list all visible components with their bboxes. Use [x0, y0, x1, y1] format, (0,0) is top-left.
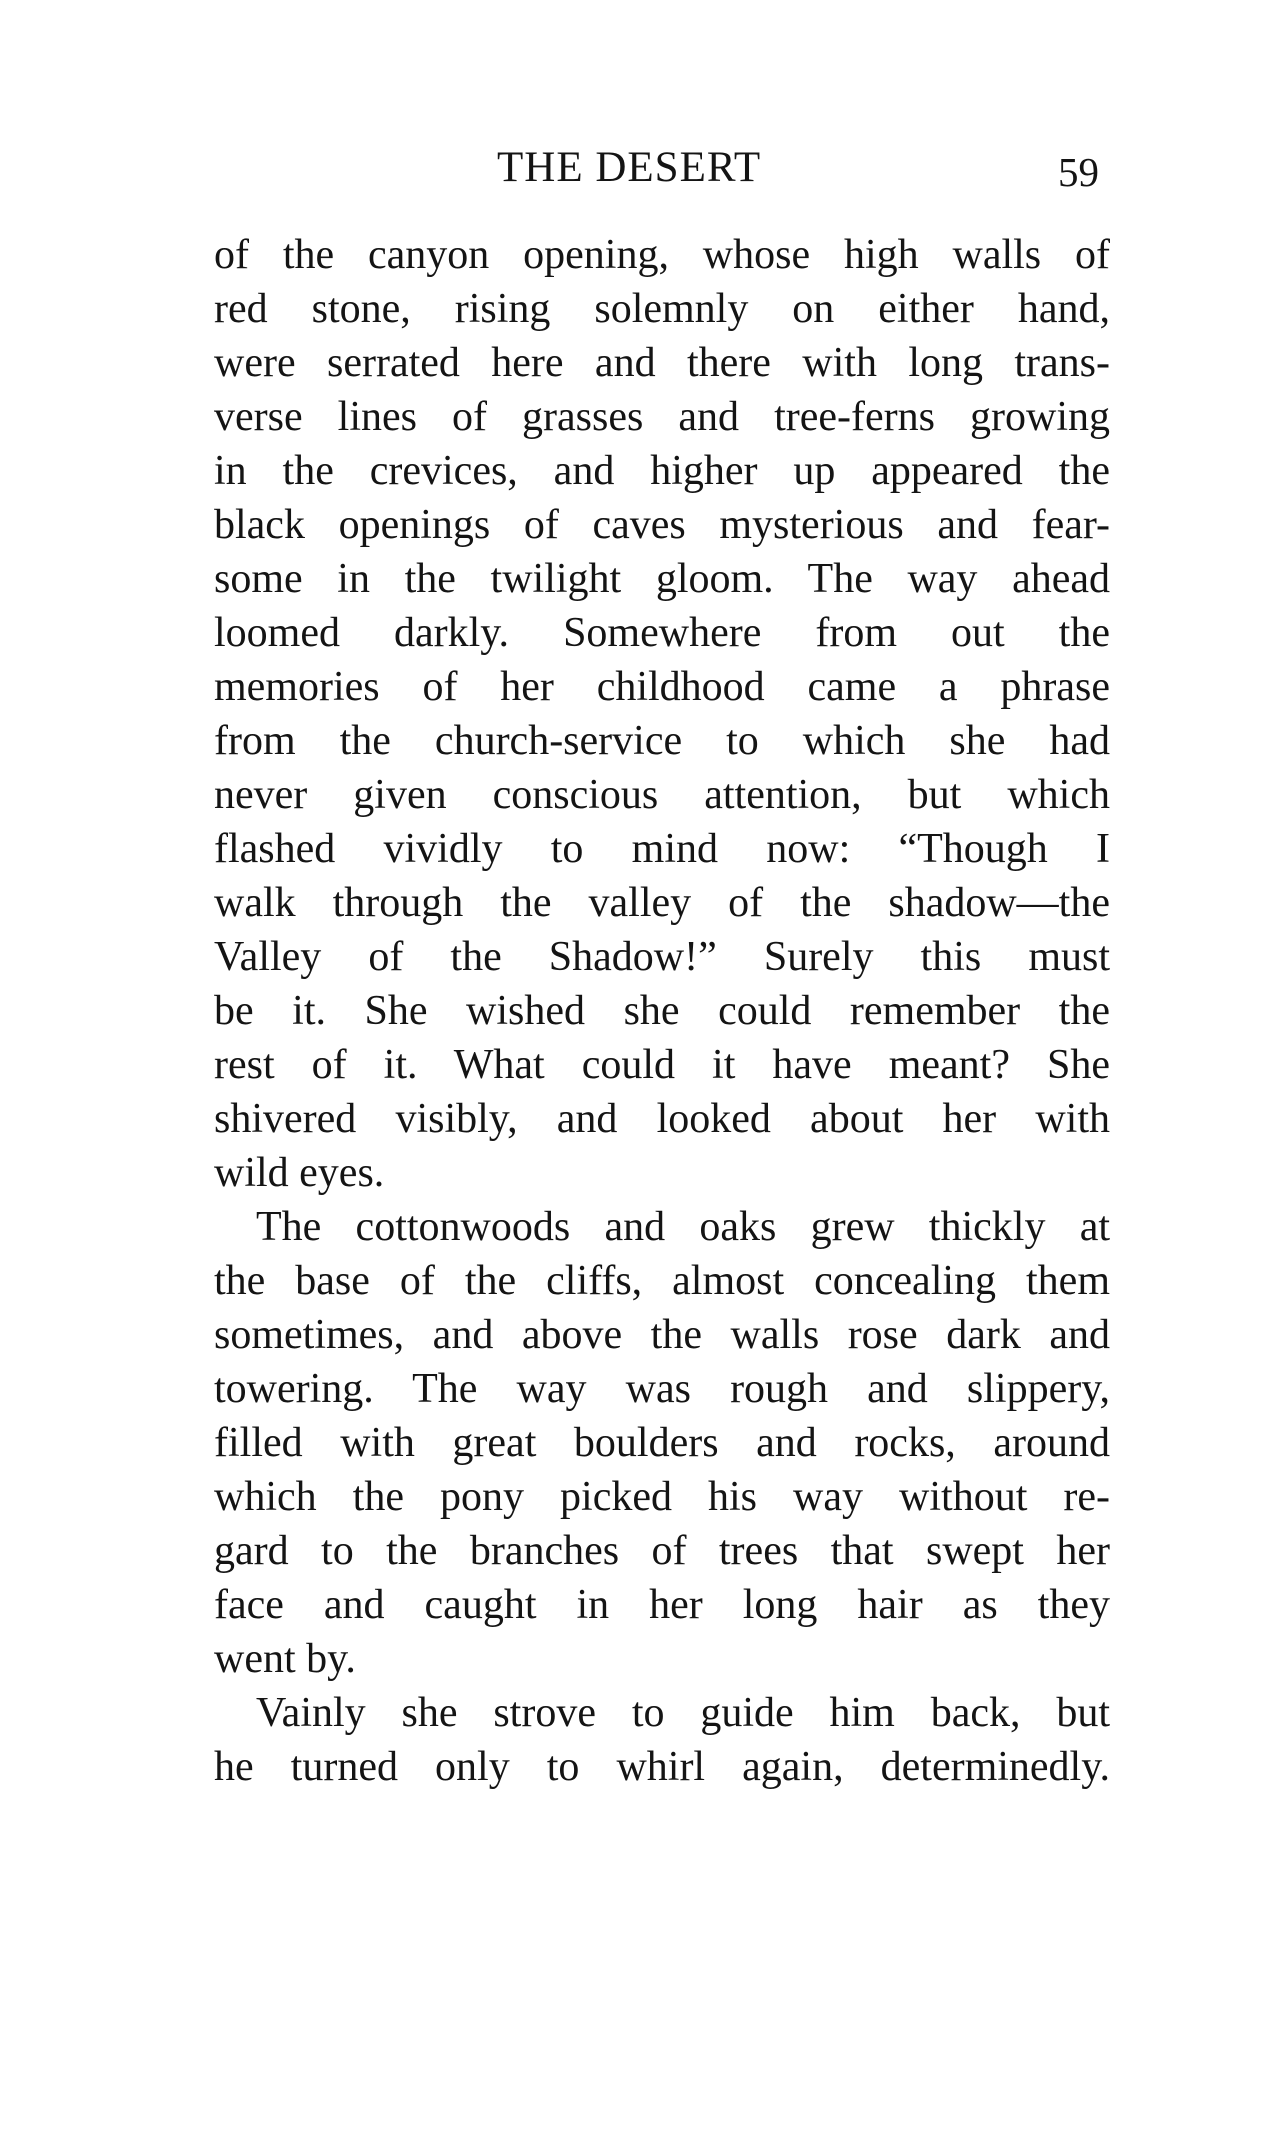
text-line: walk through the valley of the shadow—the: [214, 880, 1110, 926]
text-line: shivered visibly, and looked about her with: [214, 1096, 1110, 1142]
text-line: The cottonwoods and oaks grew thickly at: [256, 1204, 1110, 1250]
text-line: the base of the cliffs, almost concealing them: [214, 1258, 1110, 1304]
text-line: filled with great boulders and rocks, around: [214, 1420, 1110, 1466]
text-line: towering. The way was rough and slippery,: [214, 1366, 1110, 1412]
running-head: [0, 138, 1280, 198]
text-line: flashed vividly to mind now: “Though I: [214, 826, 1110, 872]
text-line: of the canyon opening, whose high walls of: [214, 232, 1110, 278]
text-line: black openings of caves mysterious and fear-: [214, 502, 1110, 548]
text-line: went by.: [214, 1636, 356, 1682]
paragraph-3: [214, 1686, 1110, 1794]
paragraph-2: [214, 1200, 1110, 1686]
chapter-title: THE DESERT: [497, 144, 762, 191]
text-line: Valley of the Shadow!” Surely this must: [214, 934, 1110, 980]
text-line: from the church-service to which she had: [214, 718, 1110, 764]
paragraph-1: [214, 228, 1110, 1200]
text-line: face and caught in her long hair as they: [214, 1582, 1110, 1628]
text-line: were serrated here and there with long trans-: [214, 340, 1110, 386]
body-text: [214, 228, 1110, 1794]
text-line: in the crevices, and higher up appeared the: [214, 448, 1110, 494]
text-line: which the pony picked his way without re-: [214, 1474, 1110, 1520]
text-line: be it. She wished she could remember the: [214, 988, 1110, 1034]
text-line: loomed darkly. Somewhere from out the: [214, 610, 1110, 656]
text-line: red stone, rising solemnly on either hand,: [214, 286, 1110, 332]
text-line: some in the twilight gloom. The way ahead: [214, 556, 1110, 602]
text-line: verse lines of grasses and tree-ferns growing: [214, 394, 1110, 440]
text-line: never given conscious attention, but which: [214, 772, 1110, 818]
text-line: sometimes, and above the walls rose dark and: [214, 1312, 1110, 1358]
text-line: memories of her childhood came a phrase: [214, 664, 1110, 710]
text-line: he turned only to whirl again, determinedly.: [214, 1744, 1110, 1790]
text-line: gard to the branches of trees that swept her: [214, 1528, 1110, 1574]
text-line: wild eyes.: [214, 1150, 385, 1196]
text-line: Vainly she strove to guide him back, but: [256, 1690, 1110, 1736]
page-number: 59: [1058, 149, 1099, 195]
text-line: rest of it. What could it have meant? She: [214, 1042, 1110, 1088]
